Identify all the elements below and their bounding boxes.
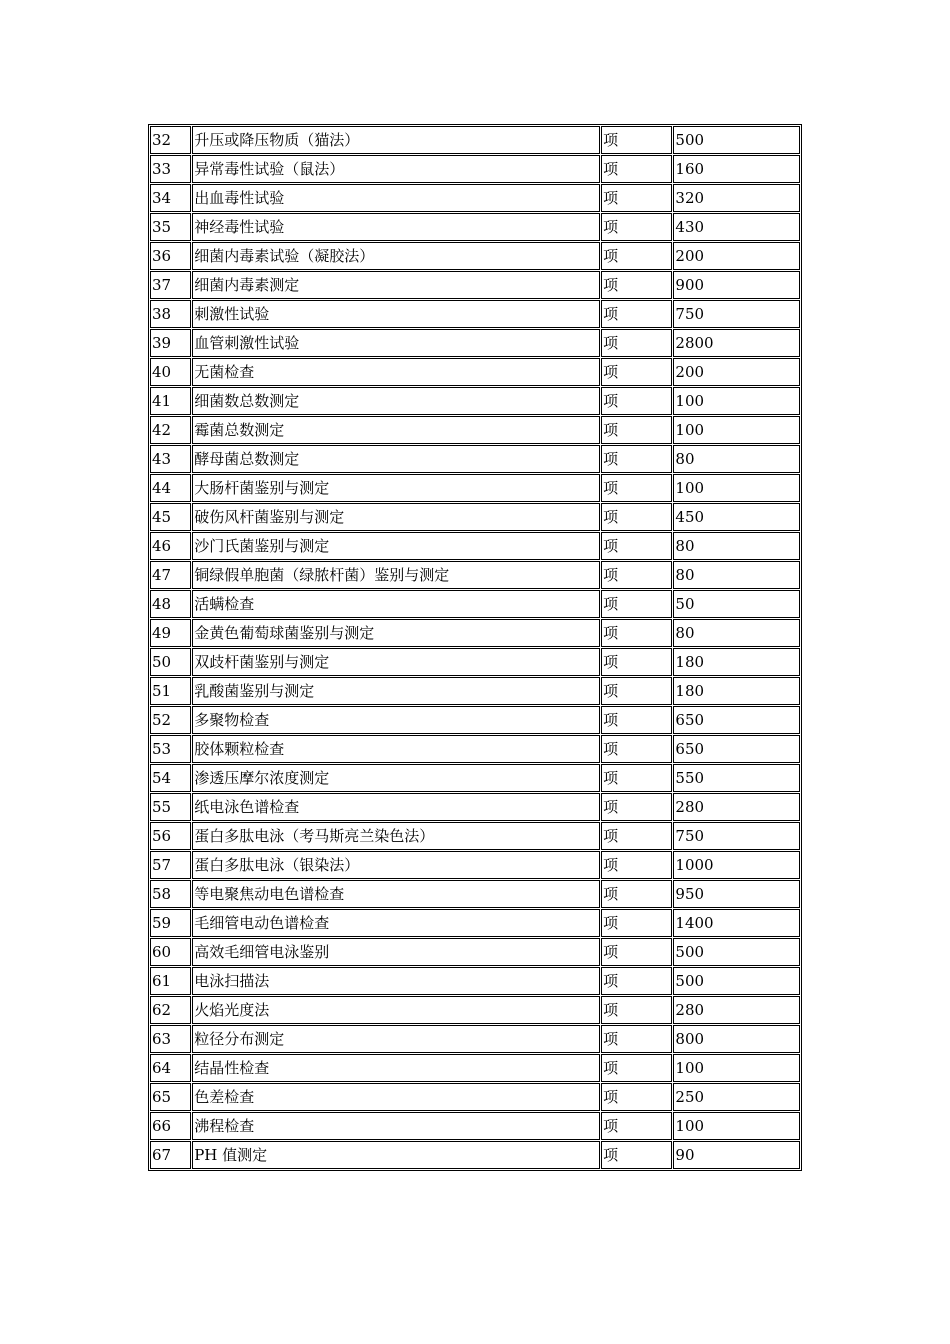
item-number-cell: 50 (150, 648, 191, 676)
item-fee-cell: 550 (673, 764, 800, 792)
item-fee-cell: 200 (673, 358, 800, 386)
table-row (150, 358, 800, 386)
item-unit-cell: 项 (601, 358, 672, 386)
item-number-cell: 32 (150, 126, 191, 154)
item-name-cell: 粒径分布测定 (192, 1025, 600, 1053)
item-unit-cell: 项 (601, 764, 672, 792)
item-name-cell: 沙门氏菌鉴别与测定 (192, 532, 600, 560)
item-name-cell: 渗透压摩尔浓度测定 (192, 764, 600, 792)
item-name-cell: 大肠杆菌鉴别与测定 (192, 474, 600, 502)
item-number-cell: 60 (150, 938, 191, 966)
item-number-cell: 34 (150, 184, 191, 212)
item-fee-cell: 450 (673, 503, 800, 531)
table-row (150, 793, 800, 821)
item-name-cell: 金黄色葡萄球菌鉴别与测定 (192, 619, 600, 647)
item-unit-cell: 项 (601, 996, 672, 1024)
item-name-cell: PH 值测定 (192, 1141, 600, 1169)
table-row (150, 880, 800, 908)
table-row (150, 619, 800, 647)
item-fee-cell: 80 (673, 445, 800, 473)
table-row (150, 822, 800, 850)
item-fee-cell: 500 (673, 967, 800, 995)
item-number-cell: 41 (150, 387, 191, 415)
item-name-cell: 纸电泳色谱检查 (192, 793, 600, 821)
table-row (150, 706, 800, 734)
table-row (150, 909, 800, 937)
item-unit-cell: 项 (601, 619, 672, 647)
item-number-cell: 47 (150, 561, 191, 589)
item-name-cell: 活螨检查 (192, 590, 600, 618)
item-unit-cell: 项 (601, 387, 672, 415)
item-name-cell: 乳酸菌鉴别与测定 (192, 677, 600, 705)
item-fee-cell: 500 (673, 126, 800, 154)
item-unit-cell: 项 (601, 735, 672, 763)
item-fee-cell: 80 (673, 561, 800, 589)
item-number-cell: 36 (150, 242, 191, 270)
item-name-cell: 色差检查 (192, 1083, 600, 1111)
item-unit-cell: 项 (601, 880, 672, 908)
item-unit-cell: 项 (601, 300, 672, 328)
table-row (150, 155, 800, 183)
table-row (150, 387, 800, 415)
item-unit-cell: 项 (601, 416, 672, 444)
table-row (150, 445, 800, 473)
item-unit-cell: 项 (601, 242, 672, 270)
item-fee-cell: 1000 (673, 851, 800, 879)
item-number-cell: 54 (150, 764, 191, 792)
table-row (150, 503, 800, 531)
item-number-cell: 33 (150, 155, 191, 183)
item-name-cell: 出血毒性试验 (192, 184, 600, 212)
item-unit-cell: 项 (601, 1054, 672, 1082)
item-unit-cell: 项 (601, 561, 672, 589)
item-unit-cell: 项 (601, 155, 672, 183)
item-unit-cell: 项 (601, 503, 672, 531)
item-fee-cell: 180 (673, 648, 800, 676)
item-unit-cell: 项 (601, 474, 672, 502)
table-row (150, 242, 800, 270)
item-name-cell: 双歧杆菌鉴别与测定 (192, 648, 600, 676)
item-name-cell: 等电聚焦动电色谱检查 (192, 880, 600, 908)
item-unit-cell: 项 (601, 1112, 672, 1140)
item-unit-cell: 项 (601, 532, 672, 560)
table-row (150, 1083, 800, 1111)
item-number-cell: 40 (150, 358, 191, 386)
table-row (150, 184, 800, 212)
item-name-cell: 沸程检查 (192, 1112, 600, 1140)
item-fee-cell: 100 (673, 416, 800, 444)
table-row (150, 996, 800, 1024)
item-fee-cell: 320 (673, 184, 800, 212)
item-name-cell: 电泳扫描法 (192, 967, 600, 995)
table-row (150, 561, 800, 589)
item-name-cell: 升压或降压物质（猫法） (192, 126, 600, 154)
item-unit-cell: 项 (601, 184, 672, 212)
item-number-cell: 48 (150, 590, 191, 618)
item-name-cell: 神经毒性试验 (192, 213, 600, 241)
table-row (150, 967, 800, 995)
item-number-cell: 55 (150, 793, 191, 821)
item-fee-cell: 800 (673, 1025, 800, 1053)
item-number-cell: 62 (150, 996, 191, 1024)
item-fee-cell: 1400 (673, 909, 800, 937)
item-unit-cell: 项 (601, 1141, 672, 1169)
item-number-cell: 37 (150, 271, 191, 299)
item-fee-cell: 650 (673, 706, 800, 734)
item-name-cell: 结晶性检查 (192, 1054, 600, 1082)
item-unit-cell: 项 (601, 822, 672, 850)
item-number-cell: 39 (150, 329, 191, 357)
item-number-cell: 67 (150, 1141, 191, 1169)
table-row (150, 1025, 800, 1053)
table-row (150, 532, 800, 560)
item-name-cell: 铜绿假单胞菌（绿脓杆菌）鉴别与测定 (192, 561, 600, 589)
item-number-cell: 52 (150, 706, 191, 734)
table-row (150, 416, 800, 444)
item-fee-cell: 100 (673, 1054, 800, 1082)
item-number-cell: 56 (150, 822, 191, 850)
item-name-cell: 毛细管电动色谱检查 (192, 909, 600, 937)
item-number-cell: 43 (150, 445, 191, 473)
item-fee-cell: 500 (673, 938, 800, 966)
item-number-cell: 49 (150, 619, 191, 647)
table-row (150, 474, 800, 502)
item-name-cell: 霉菌总数测定 (192, 416, 600, 444)
item-fee-cell: 200 (673, 242, 800, 270)
item-unit-cell: 项 (601, 271, 672, 299)
item-fee-cell: 80 (673, 532, 800, 560)
item-unit-cell: 项 (601, 126, 672, 154)
item-unit-cell: 项 (601, 329, 672, 357)
table-row (150, 648, 800, 676)
item-number-cell: 51 (150, 677, 191, 705)
item-number-cell: 66 (150, 1112, 191, 1140)
item-unit-cell: 项 (601, 1083, 672, 1111)
item-unit-cell: 项 (601, 1025, 672, 1053)
item-fee-cell: 280 (673, 793, 800, 821)
table-row (150, 271, 800, 299)
item-fee-cell: 100 (673, 387, 800, 415)
table-row (150, 1112, 800, 1140)
item-unit-cell: 项 (601, 967, 672, 995)
item-number-cell: 59 (150, 909, 191, 937)
item-unit-cell: 项 (601, 851, 672, 879)
item-number-cell: 58 (150, 880, 191, 908)
item-unit-cell: 项 (601, 706, 672, 734)
table-row (150, 329, 800, 357)
table-row (150, 1141, 800, 1169)
item-fee-cell: 950 (673, 880, 800, 908)
item-fee-cell: 750 (673, 300, 800, 328)
item-fee-cell: 100 (673, 1112, 800, 1140)
item-name-cell: 血管刺激性试验 (192, 329, 600, 357)
item-fee-cell: 100 (673, 474, 800, 502)
item-name-cell: 细菌数总数测定 (192, 387, 600, 415)
table-row (150, 590, 800, 618)
table-row (150, 1054, 800, 1082)
item-fee-cell: 90 (673, 1141, 800, 1169)
item-number-cell: 45 (150, 503, 191, 531)
item-number-cell: 63 (150, 1025, 191, 1053)
item-unit-cell: 项 (601, 648, 672, 676)
item-fee-cell: 160 (673, 155, 800, 183)
item-unit-cell: 项 (601, 909, 672, 937)
item-number-cell: 46 (150, 532, 191, 560)
table-row (150, 126, 800, 154)
item-number-cell: 38 (150, 300, 191, 328)
item-fee-cell: 2800 (673, 329, 800, 357)
table-row (150, 677, 800, 705)
item-number-cell: 57 (150, 851, 191, 879)
fee-table (148, 124, 802, 1171)
item-name-cell: 蛋白多肽电泳（银染法） (192, 851, 600, 879)
item-name-cell: 异常毒性试验（鼠法） (192, 155, 600, 183)
item-fee-cell: 80 (673, 619, 800, 647)
item-number-cell: 61 (150, 967, 191, 995)
item-fee-cell: 50 (673, 590, 800, 618)
table-row (150, 938, 800, 966)
item-name-cell: 酵母菌总数测定 (192, 445, 600, 473)
table-row (150, 300, 800, 328)
table-row (150, 764, 800, 792)
item-fee-cell: 250 (673, 1083, 800, 1111)
item-name-cell: 刺激性试验 (192, 300, 600, 328)
item-name-cell: 胶体颗粒检查 (192, 735, 600, 763)
item-fee-cell: 750 (673, 822, 800, 850)
item-name-cell: 高效毛细管电泳鉴别 (192, 938, 600, 966)
item-name-cell: 细菌内毒素试验（凝胶法） (192, 242, 600, 270)
item-name-cell: 细菌内毒素测定 (192, 271, 600, 299)
item-unit-cell: 项 (601, 938, 672, 966)
item-unit-cell: 项 (601, 677, 672, 705)
item-number-cell: 44 (150, 474, 191, 502)
table-row (150, 213, 800, 241)
item-number-cell: 65 (150, 1083, 191, 1111)
item-number-cell: 53 (150, 735, 191, 763)
item-name-cell: 多聚物检查 (192, 706, 600, 734)
item-name-cell: 火焰光度法 (192, 996, 600, 1024)
table-row (150, 735, 800, 763)
item-number-cell: 64 (150, 1054, 191, 1082)
fee-table-body (150, 126, 800, 1169)
item-unit-cell: 项 (601, 445, 672, 473)
item-name-cell: 无菌检查 (192, 358, 600, 386)
item-fee-cell: 900 (673, 271, 800, 299)
item-unit-cell: 项 (601, 213, 672, 241)
item-fee-cell: 650 (673, 735, 800, 763)
item-fee-cell: 180 (673, 677, 800, 705)
item-number-cell: 42 (150, 416, 191, 444)
item-name-cell: 破伤风杆菌鉴别与测定 (192, 503, 600, 531)
table-row (150, 851, 800, 879)
item-unit-cell: 项 (601, 590, 672, 618)
item-fee-cell: 430 (673, 213, 800, 241)
item-name-cell: 蛋白多肽电泳（考马斯亮兰染色法） (192, 822, 600, 850)
item-number-cell: 35 (150, 213, 191, 241)
item-unit-cell: 项 (601, 793, 672, 821)
item-fee-cell: 280 (673, 996, 800, 1024)
